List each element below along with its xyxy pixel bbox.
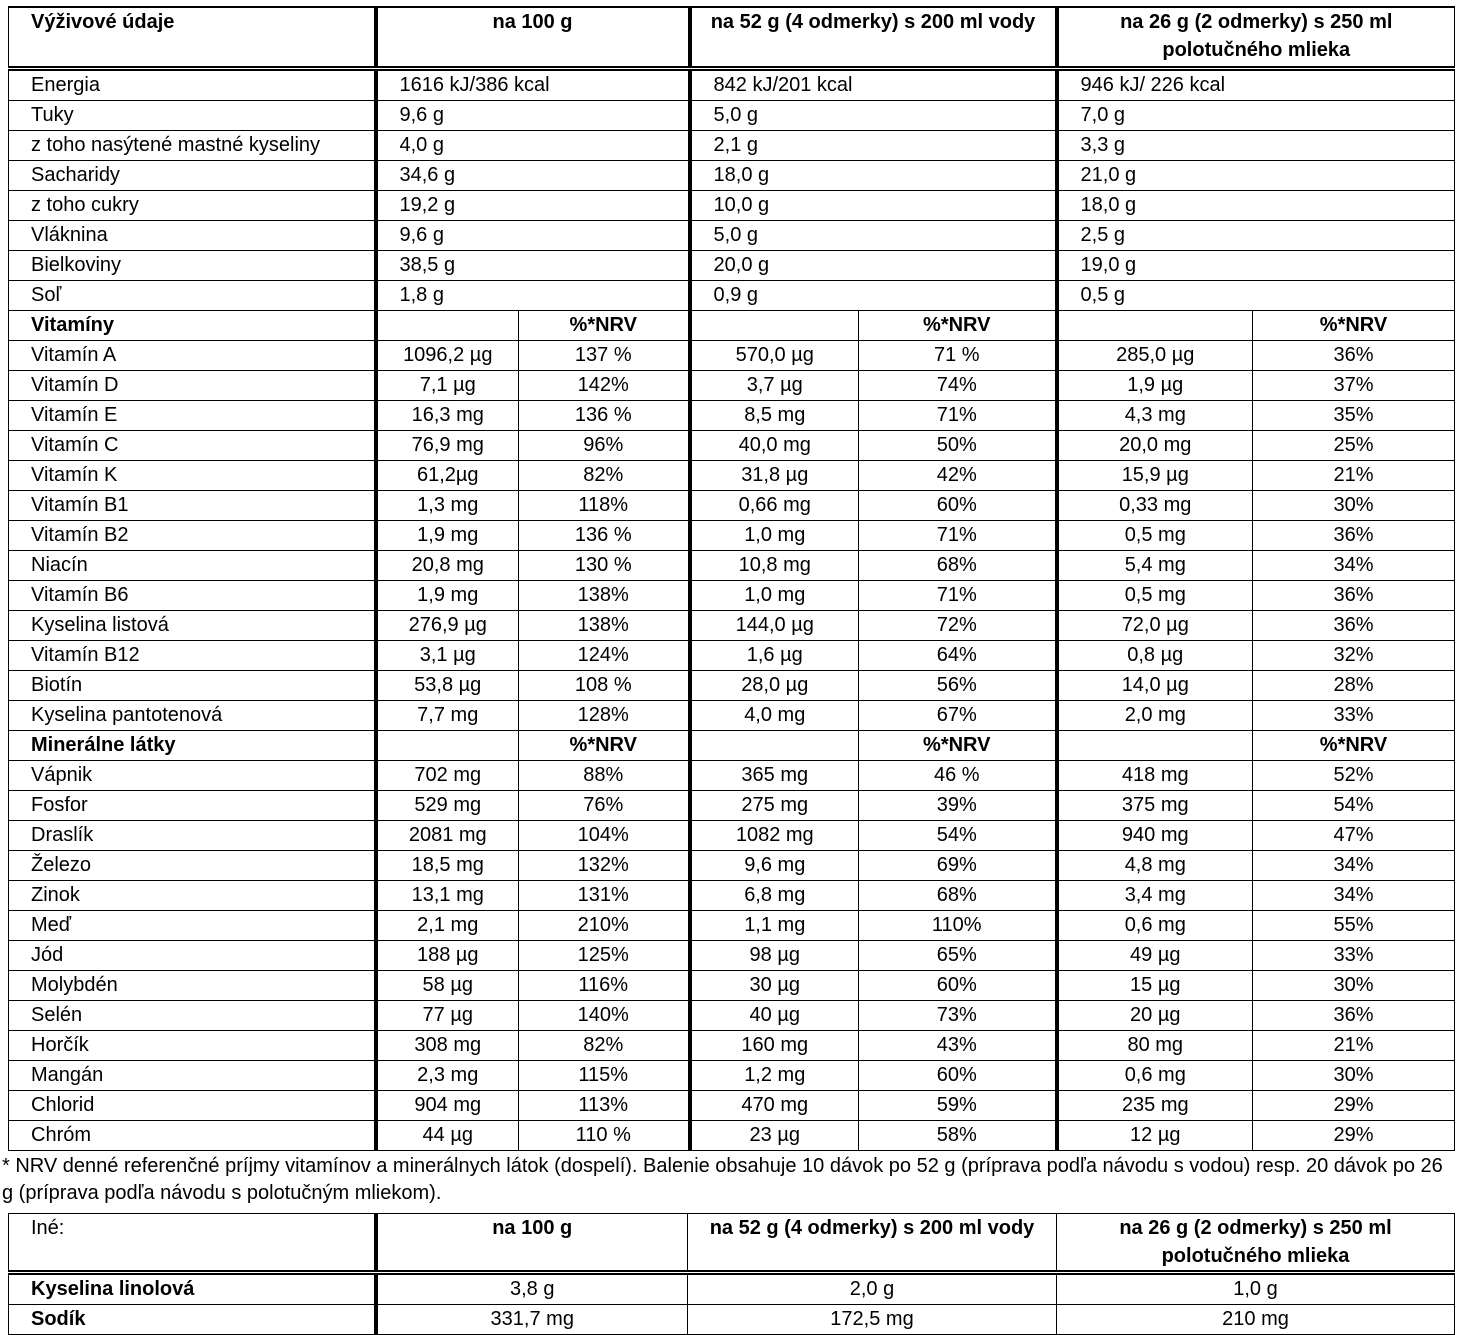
amount-per-100g: 13,1 mg bbox=[376, 881, 519, 911]
table-row bbox=[9, 551, 1455, 581]
header-label: Výživové údaje bbox=[9, 7, 376, 69]
table-row bbox=[9, 941, 1455, 971]
table-row bbox=[9, 761, 1455, 791]
nrv-per-26g: 35% bbox=[1253, 401, 1455, 431]
other-per-100g: 331,7 mg bbox=[376, 1305, 688, 1335]
other-per-52g: 2,0 g bbox=[688, 1273, 1057, 1305]
table-row bbox=[9, 911, 1455, 941]
nutrient-name: Horčík bbox=[9, 1031, 376, 1061]
nrv-per-52g: 67% bbox=[859, 701, 1057, 731]
nutrient-name: Vláknina bbox=[9, 221, 376, 251]
nrv-per-26g: 37% bbox=[1253, 371, 1455, 401]
nrv-per-26g: 36% bbox=[1253, 341, 1455, 371]
value-per-100g: 19,2 g bbox=[376, 191, 690, 221]
amount-per-52g: 275 mg bbox=[690, 791, 859, 821]
amount-per-100g: 1,9 mg bbox=[376, 521, 519, 551]
table-row bbox=[9, 221, 1455, 251]
nrv-per-52g: 65% bbox=[859, 941, 1057, 971]
amount-per-100g: 20,8 mg bbox=[376, 551, 519, 581]
amount-per-100g: 61,2µg bbox=[376, 461, 519, 491]
nrv-header: %*NRV bbox=[519, 311, 690, 341]
amount-per-52g: 1,0 mg bbox=[690, 521, 859, 551]
nrv-per-26g: 29% bbox=[1253, 1121, 1455, 1151]
amount-per-52g: 160 mg bbox=[690, 1031, 859, 1061]
value-per-52g: 5,0 g bbox=[690, 221, 1057, 251]
amount-per-52g: 23 µg bbox=[690, 1121, 859, 1151]
nrv-per-52g: 68% bbox=[859, 551, 1057, 581]
table-row bbox=[9, 1061, 1455, 1091]
nrv-per-26g: 34% bbox=[1253, 551, 1455, 581]
other-table bbox=[8, 1213, 1455, 1335]
amount-per-100g: 44 µg bbox=[376, 1121, 519, 1151]
value-per-52g: 10,0 g bbox=[690, 191, 1057, 221]
nrv-per-26g: 33% bbox=[1253, 941, 1455, 971]
nrv-per-26g: 30% bbox=[1253, 1061, 1455, 1091]
amount-per-52g: 1,0 mg bbox=[690, 581, 859, 611]
value-per-52g: 18,0 g bbox=[690, 161, 1057, 191]
nrv-per-100g: 116% bbox=[519, 971, 690, 1001]
nrv-per-100g: 113% bbox=[519, 1091, 690, 1121]
nrv-per-52g: 71 % bbox=[859, 341, 1057, 371]
nrv-per-52g: 50% bbox=[859, 431, 1057, 461]
nrv-per-26g: 21% bbox=[1253, 461, 1455, 491]
table-row bbox=[9, 821, 1455, 851]
nutrient-name: z toho nasýtené mastné kyseliny bbox=[9, 131, 376, 161]
nutrition-sheet bbox=[2, 6, 1454, 1335]
nrv-per-26g: 55% bbox=[1253, 911, 1455, 941]
nrv-per-26g: 36% bbox=[1253, 1001, 1455, 1031]
nrv-header: %*NRV bbox=[859, 731, 1057, 761]
amount-per-26g: 0,5 mg bbox=[1057, 581, 1253, 611]
amount-per-52g: 28,0 µg bbox=[690, 671, 859, 701]
nutrient-name: Vápnik bbox=[9, 761, 376, 791]
nrv-per-52g: 42% bbox=[859, 461, 1057, 491]
other-name: Sodík bbox=[9, 1305, 376, 1335]
amount-per-52g: 9,6 mg bbox=[690, 851, 859, 881]
nrv-footnote: * NRV denné referenčné príjmy vitamínov a minerálnych látok (dospelí). Balenie obsahuje 10 dávok po 52 g (príprava podľa návodu s vodou) resp. 20 dávok po 26 g (príprava podľa návodu s polotučným mliekom). bbox=[2, 1155, 1443, 1204]
nrv-per-100g: 124% bbox=[519, 641, 690, 671]
nrv-per-100g: 96% bbox=[519, 431, 690, 461]
table-row bbox=[9, 281, 1455, 311]
nrv-per-52g: 46 % bbox=[859, 761, 1057, 791]
amount-per-26g: 15 µg bbox=[1057, 971, 1253, 1001]
amount-per-52g: 1,6 µg bbox=[690, 641, 859, 671]
table-row bbox=[9, 461, 1455, 491]
nrv-per-100g: 108 % bbox=[519, 671, 690, 701]
other-header-row bbox=[9, 1214, 1455, 1273]
table-row bbox=[9, 1091, 1455, 1121]
value-per-100g: 1616 kJ/386 kcal bbox=[376, 69, 690, 101]
amount-per-52g: 4,0 mg bbox=[690, 701, 859, 731]
amount-per-26g: 4,3 mg bbox=[1057, 401, 1253, 431]
nrv-per-52g: 64% bbox=[859, 641, 1057, 671]
other-name: Kyselina linolová bbox=[9, 1273, 376, 1305]
nrv-per-100g: 76% bbox=[519, 791, 690, 821]
nrv-per-52g: 58% bbox=[859, 1121, 1057, 1151]
amount-per-100g: 76,9 mg bbox=[376, 431, 519, 461]
amount-per-100g: 702 mg bbox=[376, 761, 519, 791]
nutrient-name: Fosfor bbox=[9, 791, 376, 821]
amount-per-52g: 31,8 µg bbox=[690, 461, 859, 491]
amount-per-100g: 188 µg bbox=[376, 941, 519, 971]
nrv-per-26g: 21% bbox=[1253, 1031, 1455, 1061]
nrv-per-100g: 110 % bbox=[519, 1121, 690, 1151]
table-row bbox=[9, 521, 1455, 551]
table-row bbox=[9, 1121, 1455, 1151]
table-row bbox=[9, 431, 1455, 461]
nutrient-name: Tuky bbox=[9, 101, 376, 131]
amount-per-100g: 3,1 µg bbox=[376, 641, 519, 671]
other-header-per-52g: na 52 g (4 odmerky) s 200 ml vody bbox=[688, 1214, 1057, 1273]
amount-per-26g: 0,8 µg bbox=[1057, 641, 1253, 671]
amount-per-100g: 529 mg bbox=[376, 791, 519, 821]
empty-cell bbox=[376, 311, 519, 341]
other-per-26g: 210 mg bbox=[1057, 1305, 1455, 1335]
amount-per-26g: 14,0 µg bbox=[1057, 671, 1253, 701]
amount-per-100g: 53,8 µg bbox=[376, 671, 519, 701]
value-per-26g: 0,5 g bbox=[1057, 281, 1455, 311]
amount-per-26g: 0,5 mg bbox=[1057, 521, 1253, 551]
nrv-per-26g: 34% bbox=[1253, 851, 1455, 881]
value-per-52g: 2,1 g bbox=[690, 131, 1057, 161]
amount-per-52g: 0,66 mg bbox=[690, 491, 859, 521]
nrv-per-52g: 60% bbox=[859, 491, 1057, 521]
other-header-per-100g: na 100 g bbox=[376, 1214, 688, 1273]
nrv-per-26g: 36% bbox=[1253, 521, 1455, 551]
nrv-per-100g: 136 % bbox=[519, 401, 690, 431]
table-row bbox=[9, 581, 1455, 611]
amount-per-52g: 30 µg bbox=[690, 971, 859, 1001]
amount-per-52g: 570,0 µg bbox=[690, 341, 859, 371]
nrv-per-52g: 59% bbox=[859, 1091, 1057, 1121]
amount-per-26g: 0,33 mg bbox=[1057, 491, 1253, 521]
nrv-per-52g: 56% bbox=[859, 671, 1057, 701]
value-per-100g: 34,6 g bbox=[376, 161, 690, 191]
amount-per-26g: 285,0 µg bbox=[1057, 341, 1253, 371]
nutrient-name: Sacharidy bbox=[9, 161, 376, 191]
table-row bbox=[9, 161, 1455, 191]
other-header-label: Iné: bbox=[9, 1214, 376, 1273]
nrv-per-52g: 60% bbox=[859, 1061, 1057, 1091]
other-table-body bbox=[9, 1273, 1455, 1335]
amount-per-100g: 2,3 mg bbox=[376, 1061, 519, 1091]
amount-per-26g: 2,0 mg bbox=[1057, 701, 1253, 731]
amount-per-52g: 1082 mg bbox=[690, 821, 859, 851]
amount-per-52g: 1,1 mg bbox=[690, 911, 859, 941]
amount-per-100g: 2081 mg bbox=[376, 821, 519, 851]
nutrient-name: Niacín bbox=[9, 551, 376, 581]
nrv-per-26g: 29% bbox=[1253, 1091, 1455, 1121]
amount-per-52g: 470 mg bbox=[690, 1091, 859, 1121]
amount-per-52g: 6,8 mg bbox=[690, 881, 859, 911]
table-row bbox=[9, 341, 1455, 371]
nutrient-name: Chróm bbox=[9, 1121, 376, 1151]
value-per-100g: 9,6 g bbox=[376, 101, 690, 131]
nrv-per-26g: 32% bbox=[1253, 641, 1455, 671]
table-row bbox=[9, 701, 1455, 731]
table-header-row bbox=[9, 7, 1455, 69]
amount-per-26g: 940 mg bbox=[1057, 821, 1253, 851]
nrv-header: %*NRV bbox=[859, 311, 1057, 341]
nutrient-name: Vitamín C bbox=[9, 431, 376, 461]
nutrient-name: Biotín bbox=[9, 671, 376, 701]
nutrient-name: Vitamín K bbox=[9, 461, 376, 491]
amount-per-26g: 20,0 mg bbox=[1057, 431, 1253, 461]
nrv-per-26g: 30% bbox=[1253, 971, 1455, 1001]
nrv-per-52g: 39% bbox=[859, 791, 1057, 821]
header-per-52g: na 52 g (4 odmerky) s 200 ml vody bbox=[690, 7, 1057, 69]
nrv-per-100g: 132% bbox=[519, 851, 690, 881]
value-per-100g: 1,8 g bbox=[376, 281, 690, 311]
value-per-52g: 20,0 g bbox=[690, 251, 1057, 281]
value-per-26g: 3,3 g bbox=[1057, 131, 1455, 161]
nrv-per-52g: 73% bbox=[859, 1001, 1057, 1031]
nutrient-name: z toho cukry bbox=[9, 191, 376, 221]
amount-per-100g: 7,1 µg bbox=[376, 371, 519, 401]
table-row bbox=[9, 371, 1455, 401]
nrv-per-100g: 136 % bbox=[519, 521, 690, 551]
amount-per-100g: 16,3 mg bbox=[376, 401, 519, 431]
nrv-per-26g: 47% bbox=[1253, 821, 1455, 851]
amount-per-26g: 72,0 µg bbox=[1057, 611, 1253, 641]
nutrient-name: Vitamín B12 bbox=[9, 641, 376, 671]
nrv-header: %*NRV bbox=[1253, 311, 1455, 341]
nrv-per-100g: 115% bbox=[519, 1061, 690, 1091]
table-row bbox=[9, 1305, 1455, 1335]
nutrient-name: Bielkoviny bbox=[9, 251, 376, 281]
nrv-per-52g: 69% bbox=[859, 851, 1057, 881]
nutrient-name: Soľ bbox=[9, 281, 376, 311]
nrv-per-52g: 60% bbox=[859, 971, 1057, 1001]
amount-per-100g: 2,1 mg bbox=[376, 911, 519, 941]
amount-per-26g: 1,9 µg bbox=[1057, 371, 1253, 401]
amount-per-100g: 77 µg bbox=[376, 1001, 519, 1031]
nutrient-name: Vitamín B2 bbox=[9, 521, 376, 551]
nrv-per-26g: 28% bbox=[1253, 671, 1455, 701]
table-row bbox=[9, 131, 1455, 161]
amount-per-26g: 375 mg bbox=[1057, 791, 1253, 821]
nrv-per-26g: 30% bbox=[1253, 491, 1455, 521]
amount-per-26g: 15,9 µg bbox=[1057, 461, 1253, 491]
amount-per-52g: 365 mg bbox=[690, 761, 859, 791]
nrv-per-26g: 25% bbox=[1253, 431, 1455, 461]
amount-per-100g: 58 µg bbox=[376, 971, 519, 1001]
nrv-per-100g: 138% bbox=[519, 581, 690, 611]
table-row bbox=[9, 1031, 1455, 1061]
nutrient-name: Zinok bbox=[9, 881, 376, 911]
nutrient-name: Vitamín E bbox=[9, 401, 376, 431]
nrv-per-100g: 125% bbox=[519, 941, 690, 971]
value-per-26g: 2,5 g bbox=[1057, 221, 1455, 251]
amount-per-26g: 0,6 mg bbox=[1057, 1061, 1253, 1091]
value-per-52g: 0,9 g bbox=[690, 281, 1057, 311]
nrv-per-100g: 82% bbox=[519, 461, 690, 491]
section-header-row bbox=[9, 731, 1455, 761]
nutrient-name: Kyselina listová bbox=[9, 611, 376, 641]
amount-per-26g: 4,8 mg bbox=[1057, 851, 1253, 881]
nrv-per-52g: 110% bbox=[859, 911, 1057, 941]
nutrient-name: Kyselina pantotenová bbox=[9, 701, 376, 731]
nrv-per-52g: 71% bbox=[859, 581, 1057, 611]
amount-per-100g: 7,7 mg bbox=[376, 701, 519, 731]
nrv-per-100g: 88% bbox=[519, 761, 690, 791]
nutrient-name: Železo bbox=[9, 851, 376, 881]
nrv-per-26g: 34% bbox=[1253, 881, 1455, 911]
nutrition-table bbox=[8, 6, 1455, 1151]
header-per-26g: na 26 g (2 odmerky) s 250 ml polotučného mlieka bbox=[1057, 7, 1455, 69]
empty-cell bbox=[690, 731, 859, 761]
nutrient-name: Molybdén bbox=[9, 971, 376, 1001]
amount-per-26g: 5,4 mg bbox=[1057, 551, 1253, 581]
amount-per-26g: 3,4 mg bbox=[1057, 881, 1253, 911]
empty-cell bbox=[376, 731, 519, 761]
value-per-26g: 18,0 g bbox=[1057, 191, 1455, 221]
table-row bbox=[9, 671, 1455, 701]
amount-per-100g: 308 mg bbox=[376, 1031, 519, 1061]
table-row bbox=[9, 971, 1455, 1001]
value-per-52g: 842 kJ/201 kcal bbox=[690, 69, 1057, 101]
nutrient-name: Energia bbox=[9, 69, 376, 101]
amount-per-52g: 98 µg bbox=[690, 941, 859, 971]
amount-per-52g: 3,7 µg bbox=[690, 371, 859, 401]
nrv-per-100g: 104% bbox=[519, 821, 690, 851]
table-row bbox=[9, 191, 1455, 221]
other-per-52g: 172,5 mg bbox=[688, 1305, 1057, 1335]
value-per-26g: 946 kJ/ 226 kcal bbox=[1057, 69, 1455, 101]
nrv-per-26g: 52% bbox=[1253, 761, 1455, 791]
nrv-per-26g: 54% bbox=[1253, 791, 1455, 821]
amount-per-100g: 1,9 mg bbox=[376, 581, 519, 611]
amount-per-100g: 904 mg bbox=[376, 1091, 519, 1121]
table-row bbox=[9, 881, 1455, 911]
amount-per-26g: 0,6 mg bbox=[1057, 911, 1253, 941]
nutrient-name: Vitamín D bbox=[9, 371, 376, 401]
table-row bbox=[9, 851, 1455, 881]
table-row bbox=[9, 1273, 1455, 1305]
nrv-header: %*NRV bbox=[519, 731, 690, 761]
amount-per-52g: 144,0 µg bbox=[690, 611, 859, 641]
nrv-per-100g: 82% bbox=[519, 1031, 690, 1061]
nrv-header: %*NRV bbox=[1253, 731, 1455, 761]
amount-per-52g: 10,8 mg bbox=[690, 551, 859, 581]
nutrient-name: Mangán bbox=[9, 1061, 376, 1091]
nrv-per-52g: 71% bbox=[859, 401, 1057, 431]
other-header-per-26g: na 26 g (2 odmerky) s 250 ml polotučného mlieka bbox=[1057, 1214, 1455, 1273]
nrv-per-100g: 138% bbox=[519, 611, 690, 641]
amount-per-100g: 1096,2 µg bbox=[376, 341, 519, 371]
nutrient-name: Vitamín B6 bbox=[9, 581, 376, 611]
amount-per-26g: 20 µg bbox=[1057, 1001, 1253, 1031]
nrv-per-26g: 36% bbox=[1253, 611, 1455, 641]
amount-per-100g: 1,3 mg bbox=[376, 491, 519, 521]
nutrition-table-body bbox=[9, 69, 1455, 1151]
nutrient-name: Jód bbox=[9, 941, 376, 971]
amount-per-52g: 1,2 mg bbox=[690, 1061, 859, 1091]
amount-per-52g: 40 µg bbox=[690, 1001, 859, 1031]
value-per-100g: 4,0 g bbox=[376, 131, 690, 161]
table-row bbox=[9, 641, 1455, 671]
nutrient-name: Chlorid bbox=[9, 1091, 376, 1121]
nutrient-name: Vitamín B1 bbox=[9, 491, 376, 521]
nrv-per-52g: 54% bbox=[859, 821, 1057, 851]
section-title: Vitamíny bbox=[9, 311, 376, 341]
amount-per-26g: 418 mg bbox=[1057, 761, 1253, 791]
other-per-26g: 1,0 g bbox=[1057, 1273, 1455, 1305]
amount-per-26g: 235 mg bbox=[1057, 1091, 1253, 1121]
amount-per-100g: 18,5 mg bbox=[376, 851, 519, 881]
nrv-per-52g: 74% bbox=[859, 371, 1057, 401]
nrv-per-26g: 36% bbox=[1253, 581, 1455, 611]
value-per-100g: 38,5 g bbox=[376, 251, 690, 281]
nutrient-name: Draslík bbox=[9, 821, 376, 851]
amount-per-52g: 8,5 mg bbox=[690, 401, 859, 431]
value-per-26g: 21,0 g bbox=[1057, 161, 1455, 191]
other-per-100g: 3,8 g bbox=[376, 1273, 688, 1305]
table-row bbox=[9, 491, 1455, 521]
amount-per-26g: 12 µg bbox=[1057, 1121, 1253, 1151]
nrv-per-100g: 128% bbox=[519, 701, 690, 731]
value-per-26g: 7,0 g bbox=[1057, 101, 1455, 131]
amount-per-100g: 276,9 µg bbox=[376, 611, 519, 641]
amount-per-52g: 40,0 mg bbox=[690, 431, 859, 461]
table-row bbox=[9, 251, 1455, 281]
amount-per-26g: 49 µg bbox=[1057, 941, 1253, 971]
nrv-per-100g: 130 % bbox=[519, 551, 690, 581]
nrv-per-52g: 72% bbox=[859, 611, 1057, 641]
nrv-per-100g: 140% bbox=[519, 1001, 690, 1031]
nrv-per-100g: 131% bbox=[519, 881, 690, 911]
nrv-per-100g: 142% bbox=[519, 371, 690, 401]
table-row bbox=[9, 791, 1455, 821]
table-row bbox=[9, 1001, 1455, 1031]
section-header-row bbox=[9, 311, 1455, 341]
nrv-per-52g: 71% bbox=[859, 521, 1057, 551]
value-per-52g: 5,0 g bbox=[690, 101, 1057, 131]
header-per-100g: na 100 g bbox=[376, 7, 690, 69]
section-title: Minerálne látky bbox=[9, 731, 376, 761]
nrv-per-100g: 118% bbox=[519, 491, 690, 521]
amount-per-26g: 80 mg bbox=[1057, 1031, 1253, 1061]
empty-cell bbox=[1057, 311, 1253, 341]
table-row bbox=[9, 69, 1455, 101]
nrv-per-52g: 43% bbox=[859, 1031, 1057, 1061]
table-row bbox=[9, 101, 1455, 131]
value-per-100g: 9,6 g bbox=[376, 221, 690, 251]
nrv-per-100g: 137 % bbox=[519, 341, 690, 371]
nutrient-name: Selén bbox=[9, 1001, 376, 1031]
empty-cell bbox=[690, 311, 859, 341]
empty-cell bbox=[1057, 731, 1253, 761]
nutrient-name: Meď bbox=[9, 911, 376, 941]
table-row bbox=[9, 401, 1455, 431]
value-per-26g: 19,0 g bbox=[1057, 251, 1455, 281]
nrv-per-52g: 68% bbox=[859, 881, 1057, 911]
nrv-per-100g: 210% bbox=[519, 911, 690, 941]
nutrient-name: Vitamín A bbox=[9, 341, 376, 371]
nrv-per-26g: 33% bbox=[1253, 701, 1455, 731]
table-row bbox=[9, 611, 1455, 641]
